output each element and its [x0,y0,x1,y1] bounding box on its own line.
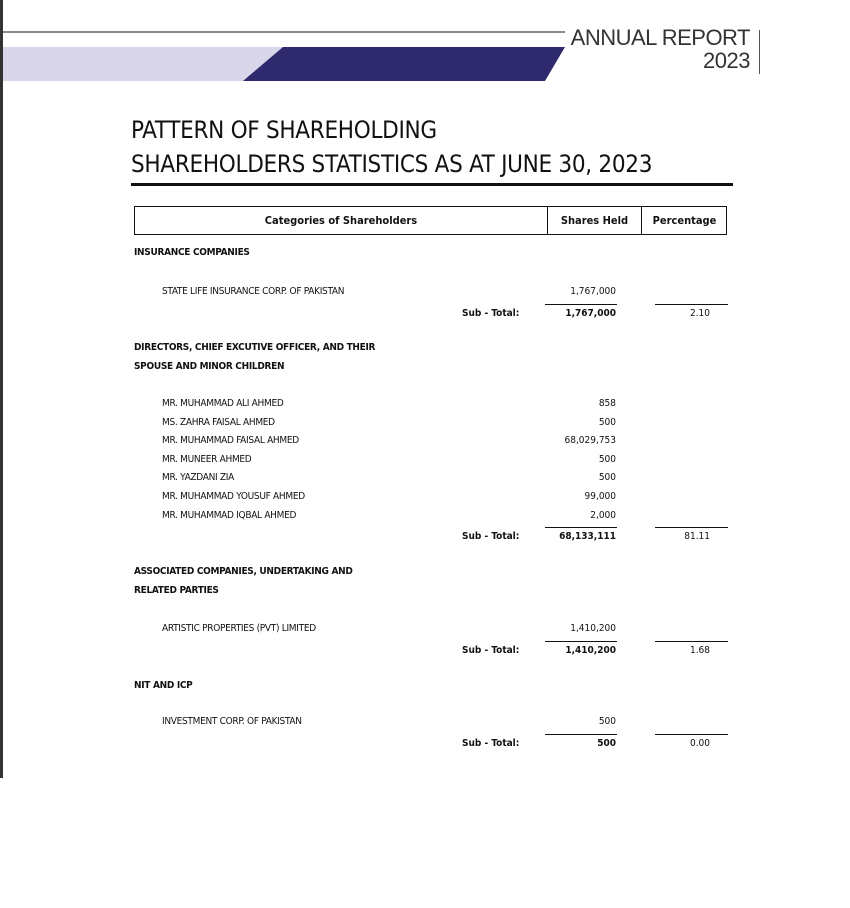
percentage-rule [655,527,728,528]
page-subtitle: SHAREHOLDERS STATISTICS AS AT JUNE 30, 2023 [131,150,653,178]
report-badge [571,26,750,72]
shareholder-name: MR. MUNEER AHMED [162,453,252,465]
shareholder-name: MR. MUHAMMAD ALI AHMED [162,398,284,409]
section-heading: RELATED PARTIES [134,585,219,596]
shares-held: 500 [598,472,616,484]
subtotal-percentage: 0.00 [689,737,710,749]
percentage-rule [655,304,728,305]
section-heading: NIT AND ICP [134,680,193,691]
subtotal-percentage: 1.68 [689,644,710,656]
subtotal-rule [545,734,617,735]
subtotal-label: Sub - Total: [462,737,520,749]
subtotal-shares: 1,410,200 [565,644,616,656]
subtotal-label: Sub - Total: [462,307,520,319]
section-heading: ASSOCIATED COMPANIES, UNDERTAKING AND [134,566,353,577]
col-categories: Categories of Shareholders [264,214,418,227]
percentage-rule [655,734,728,735]
shareholder-name: MR. YAZDANI ZIA [162,472,235,484]
shareholder-name: MS. ZAHRA FAISAL AHMED [162,416,275,428]
shareholder-name: STATE LIFE INSURANCE CORP. OF PAKISTAN [162,286,345,297]
col-percentage: Percentage [641,207,727,234]
subtotal-percentage: 2.10 [689,307,710,319]
shares-held: 1,767,000 [570,286,616,297]
section-heading: DIRECTORS, CHIEF EXCUTIVE OFFICER, AND THEIR [134,342,376,353]
shares-held: 2,000 [590,509,616,521]
section-heading: SPOUSE AND MINOR CHILDREN [134,361,285,372]
shares-held: 500 [598,716,616,727]
subtotal-shares: 1,767,000 [565,307,616,319]
shares-held: 99,000 [584,491,616,502]
header-accent [243,47,565,81]
shares-held: 500 [598,416,616,428]
shares-held: 1,410,200 [570,623,616,634]
shares-held: 858 [598,398,616,409]
shares-held: 500 [598,453,616,465]
report-year: 2023 [703,48,750,73]
shares-held: 68,029,753 [564,435,616,447]
viewer-edge [0,0,3,778]
col-shares: Shares Held [547,207,641,234]
section-heading: INSURANCE COMPANIES [134,247,250,258]
header-line [3,31,565,33]
subtotal-shares: 68,133,111 [559,531,616,543]
percentage-rule [655,641,728,642]
badge-divider [759,30,760,74]
report-label: ANNUAL REPORT [570,25,750,50]
subtotal-label: Sub - Total: [462,644,520,656]
subtotal-rule [545,304,617,305]
shareholder-name: MR. MUHAMMAD YOUSUF AHMED [162,491,305,502]
subtotal-rule [545,641,617,642]
subtotal-shares: 500 [597,737,616,749]
subtotal-label: Sub - Total: [462,531,520,543]
shareholder-name: MR. MUHAMMAD FAISAL AHMED [162,435,299,447]
subtotal-rule [545,527,617,528]
subtotal-percentage: 81.11 [684,531,710,543]
page-title: PATTERN OF SHAREHOLDING [131,116,437,144]
shareholder-name: ARTISTIC PROPERTIES (PVT) LIMITED [162,623,316,634]
shareholder-name: INVESTMENT CORP. OF PAKISTAN [162,716,302,727]
title-rule [131,183,733,186]
table-header [134,206,727,235]
shareholder-name: MR. MUHAMMAD IQBAL AHMED [162,509,297,521]
